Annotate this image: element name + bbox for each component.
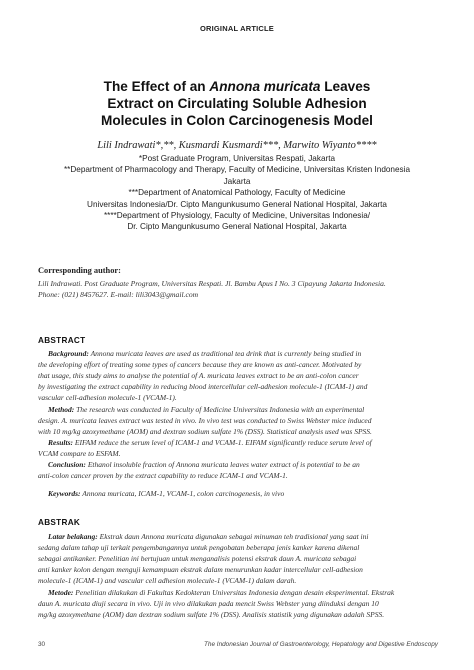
- affiliation-line: Jakarta: [223, 176, 251, 186]
- corresponding-author-details: [38, 278, 438, 300]
- affiliation-line: ***Department of Anatomical Pathology, Faculty of Medicine: [128, 188, 346, 198]
- affiliation-line: **Department of Pharmacology and Therapy, Faculty of Medicine, Universitas Kristen Indonesia: [63, 165, 411, 175]
- method-label: Method:: [48, 405, 75, 414]
- affiliation-line: *Post Graduate Program, Universitas Respati, Jakarta: [138, 154, 336, 163]
- abstract-results: Results: EIFAM reduce the serum level of ICAM-1 and VCAM-1. EIFAM significantly reduce serum level of VCAM compare to ESFAM.: [38, 438, 372, 458]
- affiliation-line: Universitas Indonesia/Dr. Cipto Mangunkusumo General National Hospital, Jakarta: [87, 199, 387, 209]
- abstrak-metode: Metode: Penelitian dilakukan di Fakultas Kedokteran Universitas Indonesia dengan desain eksperimental. Ekstrak daun A. muricata diuji secara in vivo. Uji in vivo dilakukan pada mencit Swiss Webster yang diinduksi dengan 10 mg/kg azoxymethane (AOM) dan dextran sodium sulfate 1% (DSS). Analisis statistik yang digunakan adalah SPSS.: [38, 588, 395, 619]
- journal-name: The Indonesian Journal of Gastroenterology, Hepatology and Digestive Endoscopy: [204, 641, 438, 648]
- abstract-keywords: Keywords: Annona muricata, ICAM-1, VCAM-1, colon carcinogenesis, in vivo: [48, 489, 285, 498]
- corresponding-contact: Phone: (021) 8457627. E-mail: lili3043@gmail.com: [38, 290, 199, 299]
- results-label: Results:: [48, 438, 74, 447]
- abstract-method: Method: The research was conducted in Faculty of Medicine Universitas Indonesia with an experimental design. A. muricata leaves extract was tested in vivo. In vivo test was conducted to Swiss Webster mice induced with 10 mg/kg azoxymethane (AOM) and dextran sodium sulfate 1% (DSS). Statistical analysis used was SPSS.: [38, 405, 372, 436]
- metode-label: Metode:: [48, 588, 74, 597]
- affiliation-line: ****Department of Physiology, Faculty of Medicine, Universitas Indonesia/: [103, 211, 371, 221]
- keywords-label: Keywords:: [48, 489, 81, 498]
- latar-belakang-label: Latar belakang:: [48, 532, 98, 541]
- corresponding-author-heading: Corresponding author:: [38, 266, 121, 275]
- affiliations: [20, 153, 454, 233]
- background-label: Background:: [48, 349, 89, 358]
- title-line-1: The Effect of an Annona muricata Leaves: [103, 79, 371, 94]
- corresponding-address: Lili Indrawati. Post Graduate Program, Universitas Respati. Jl. Bambu Apus I No. 3 Cipayung Jakarta Indonesia.: [38, 279, 386, 288]
- abstract-heading: ABSTRACT: [38, 336, 86, 345]
- species-name: Annona muricata: [209, 79, 321, 94]
- abstract-background: Background: Annona muricata leaves are used as traditional tea drink that is currently being studied in the developing effort of treating some types of cancers because they are known as anti-cancer. Motivated by that usage, this study aims to analyse the potential of A. muricata leaves extract to be an anti-colon cancer by investigating the extract capability in reducing blood intercellular cell-adhesion molecule-1 (ICAM-1) and vascular cell-adhesion molecule-1 (VCAM-1).: [38, 349, 368, 402]
- title-line-2: Extract on Circulating Soluble Adhesion: [107, 96, 367, 111]
- title-line-3: Molecules in Colon Carcinogenesis Model: [101, 113, 373, 128]
- article-type-label: ORIGINAL ARTICLE: [199, 24, 275, 33]
- abstract-conclusion: Conclusion: Ethanol insoluble fraction of Annona muricata leaves water extract of is potential to be an anti-colon cancer proven by the extract capability to reduce ICAM-1 and VCAM-1.: [38, 460, 360, 480]
- affiliation-line: Dr. Cipto Mangunkusumo General National Hospital, Jakarta: [127, 222, 347, 232]
- author-list: Lili Indrawati*,**, Kusmardi Kusmardi***, Marwito Wiyanto****: [97, 140, 377, 151]
- abstrak-heading: ABSTRAK: [38, 518, 81, 527]
- page-number: 30: [38, 641, 46, 648]
- abstrak-latar-belakang: Latar belakang: Ekstrak daun Annona muricata digunakan sebagai minuman teh tradisional yang saat ini sedang dalam tahap uji terkait pengembangannya untuk pengobatan beberapa jenis kanker karena dikenal sebagai antikanker. Penelitian ini bertujuan untuk menganalisis potensi ekstrak daun A. muricata sebagai anti kanker kolon dengan menguji kemampuan ekstrak dalam menurunkan kadar intercellular cell-adhesion molecule-1 (ICAM-1) and vascular cell adhesion molecule-1 (VCAM-1) dalam darah.: [38, 532, 369, 585]
- conclusion-label: Conclusion:: [48, 460, 86, 469]
- article-title: [60, 78, 414, 129]
